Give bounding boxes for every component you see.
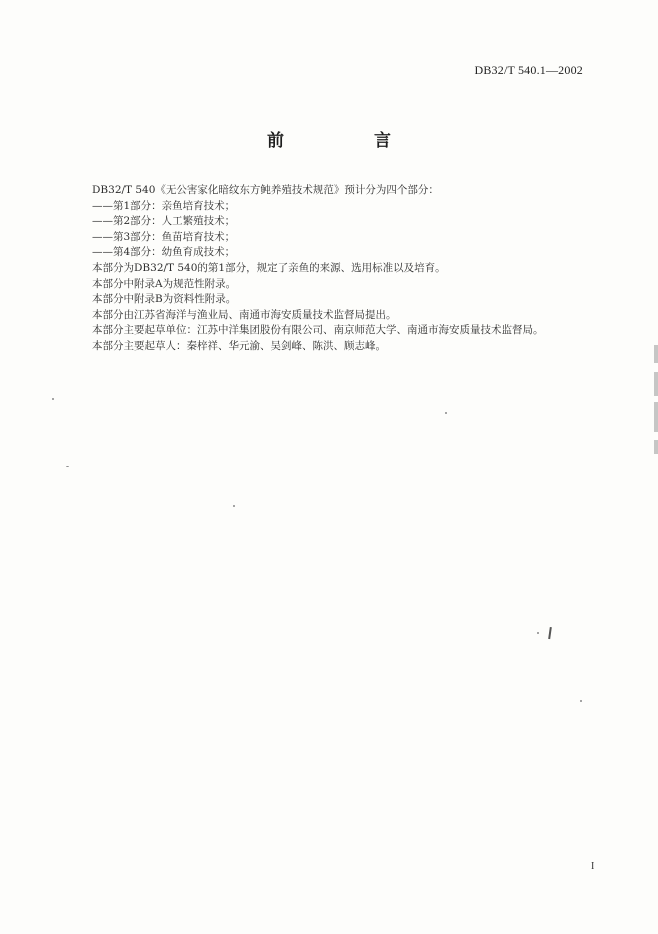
scan-edge [654,440,658,454]
paragraph-intro: DB32/T 540《无公害家化暗纹东方鲀养殖技术规范》预计分为四个部分： [92,184,439,196]
paragraph-drafting-units: 本部分主要起草单位：江苏中洋集团股份有限公司、南京师范大学、南通市海安质量技术监督局。 [92,324,544,337]
list-item-part-4: ——第4部分：幼鱼育成技术； [92,246,236,259]
scan-speck [580,700,582,702]
paragraph-scope: 本部分为DB32/T 540的第1部分，规定了亲鱼的来源、选用标准以及培育。 [92,261,446,274]
list-item-part-2: ——第2部分：人工繁殖技术； [92,215,236,228]
scan-speck [52,398,54,400]
page-number: I [591,861,595,872]
scan-speck [233,505,235,507]
scan-stroke [548,627,551,639]
standard-code: DB32/T 540.1—2002 [474,63,583,77]
list-item-part-3: ——第3部分：鱼苗培育技术； [92,230,236,243]
scan-edge [654,402,658,432]
foreword-body [92,183,612,355]
scan-speck [66,466,69,467]
paragraph-annex-a: 本部分中附录A为规范性附录。 [92,277,237,290]
scan-edge [654,345,658,363]
paragraph-annex-b: 本部分中附录B为资料性附录。 [92,293,237,306]
scan-speck [537,632,539,634]
scan-edge [654,372,658,396]
paragraph-drafters: 本部分主要起草人：秦梓祥、华元渝、吴剑峰、陈洪、顾志峰。 [92,339,386,352]
list-item-part-1: ——第1部分：亲鱼培育技术； [92,199,236,212]
scan-speck [445,412,447,414]
page-title: 前 言 [267,131,433,151]
paragraph-proposer: 本部分由江苏省海洋与渔业局、南通市海安质量技术监督局提出。 [92,308,397,321]
